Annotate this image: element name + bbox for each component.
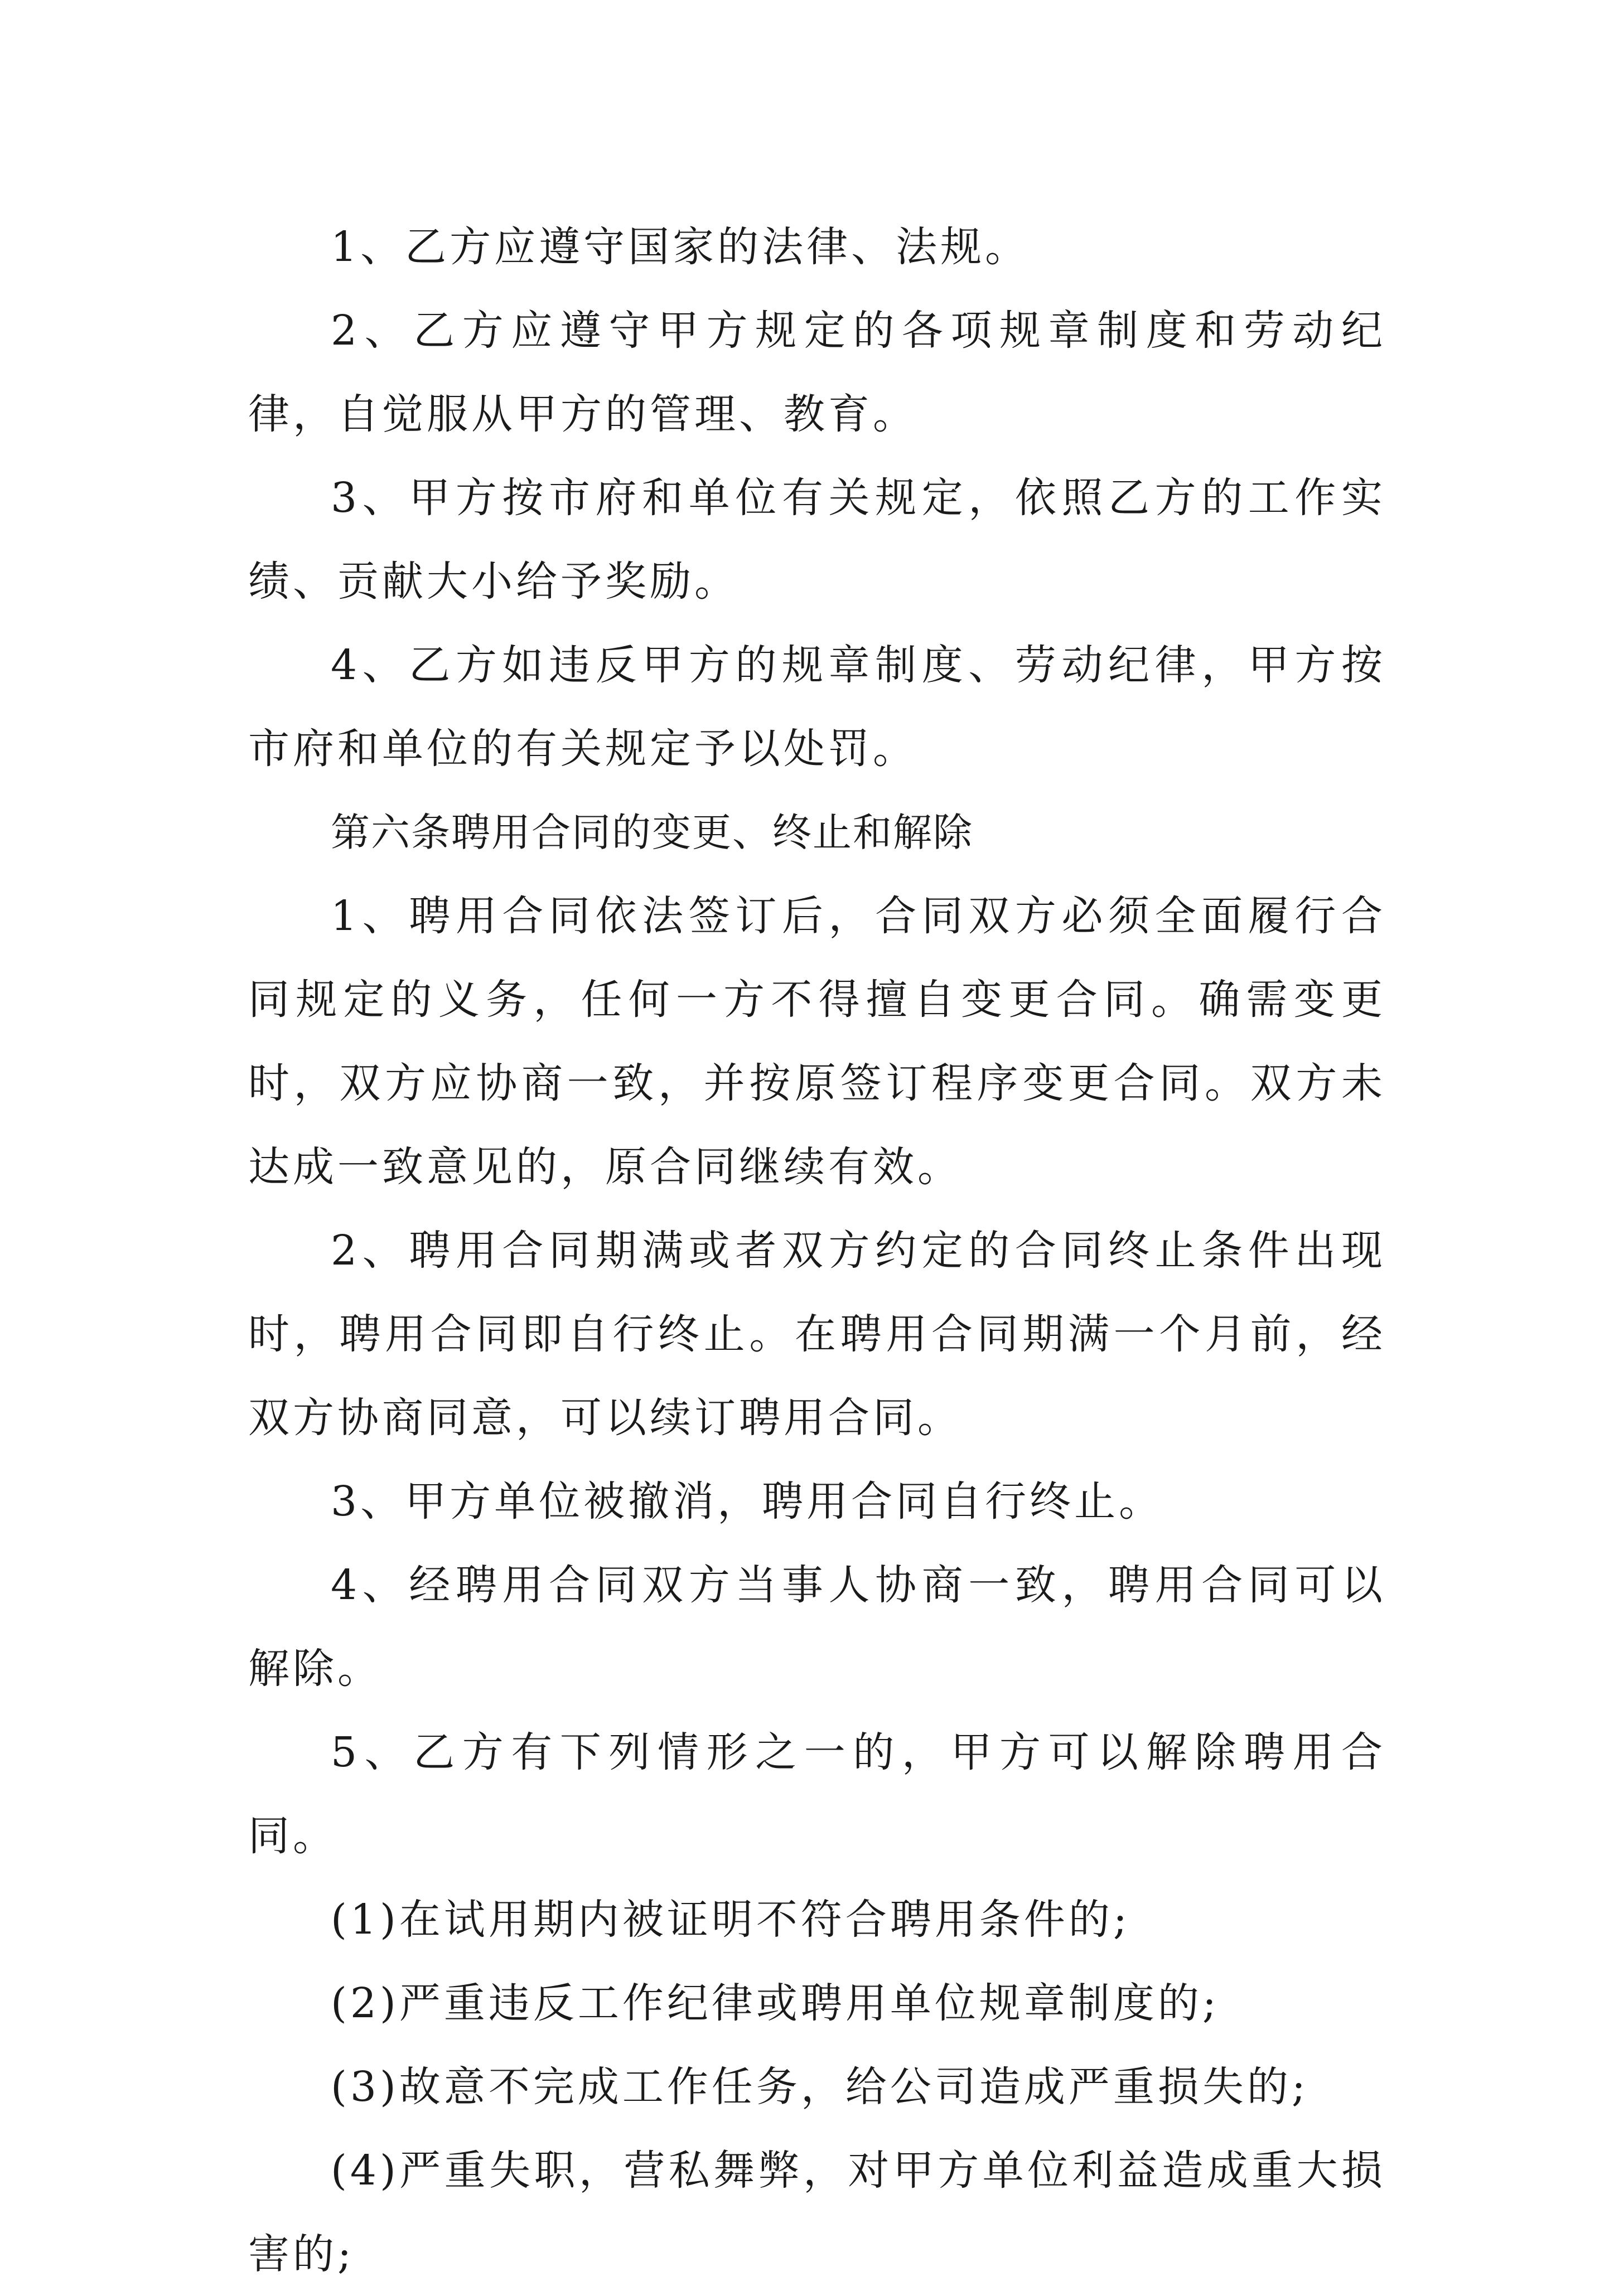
- sub-clause-item: (4)严重失职，营私舞弊，对甲方单位利益造成重大损害的;: [248, 2147, 1386, 2278]
- sub-clause-item: (3)故意不完成工作任务，给公司造成严重损失的;: [331, 2063, 1309, 2111]
- section-heading: 第六条聘用合同的变更、终止和解除: [331, 810, 973, 855]
- clause-paragraph: 2、乙方应遵守甲方规定的各项规章制度和劳动纪律，自觉服从甲方的管理、教育。: [248, 307, 1386, 438]
- document-body: [248, 205, 1386, 2296]
- clause-paragraph: 2、聘用合同期满或者双方约定的合同终止条件出现时，聘用合同即自行终止。在聘用合同期满一个月前，经双方协商同意，可以续订聘用合同。: [248, 1227, 1386, 1442]
- sub-clause-item: (1)在试用期内被证明不符合聘用条件的;: [331, 1896, 1130, 1944]
- clause-paragraph: 4、乙方如违反甲方的规章制度、劳动纪律，甲方按市府和单位的有关规定予以处罚。: [248, 641, 1386, 773]
- clause-paragraph: 3、甲方按市府和单位有关规定，依照乙方的工作实绩、贡献大小给予奖励。: [248, 474, 1386, 606]
- clause-paragraph: 3、甲方单位被撤消，聘用合同自行终止。: [331, 1478, 1164, 1525]
- clause-paragraph: 4、经聘用合同双方当事人协商一致，聘用合同可以解除。: [248, 1561, 1386, 1693]
- clause-paragraph: 5、乙方有下列情形之一的，甲方可以解除聘用合同。: [248, 1728, 1386, 1860]
- clause-paragraph: 1、乙方应遵守国家的法律、法规。: [331, 223, 1030, 271]
- clause-paragraph: 1、聘用合同依法签订后，合同双方必须全面履行合同规定的义务，任何一方不得擅自变更合同。确需变更时，双方应协商一致，并按原签订程序变更合同。双方未达成一致意见的，原合同继续有效。: [248, 892, 1386, 1191]
- sub-clause-item: (2)严重违反工作纪律或聘用单位规章制度的;: [331, 1979, 1220, 2027]
